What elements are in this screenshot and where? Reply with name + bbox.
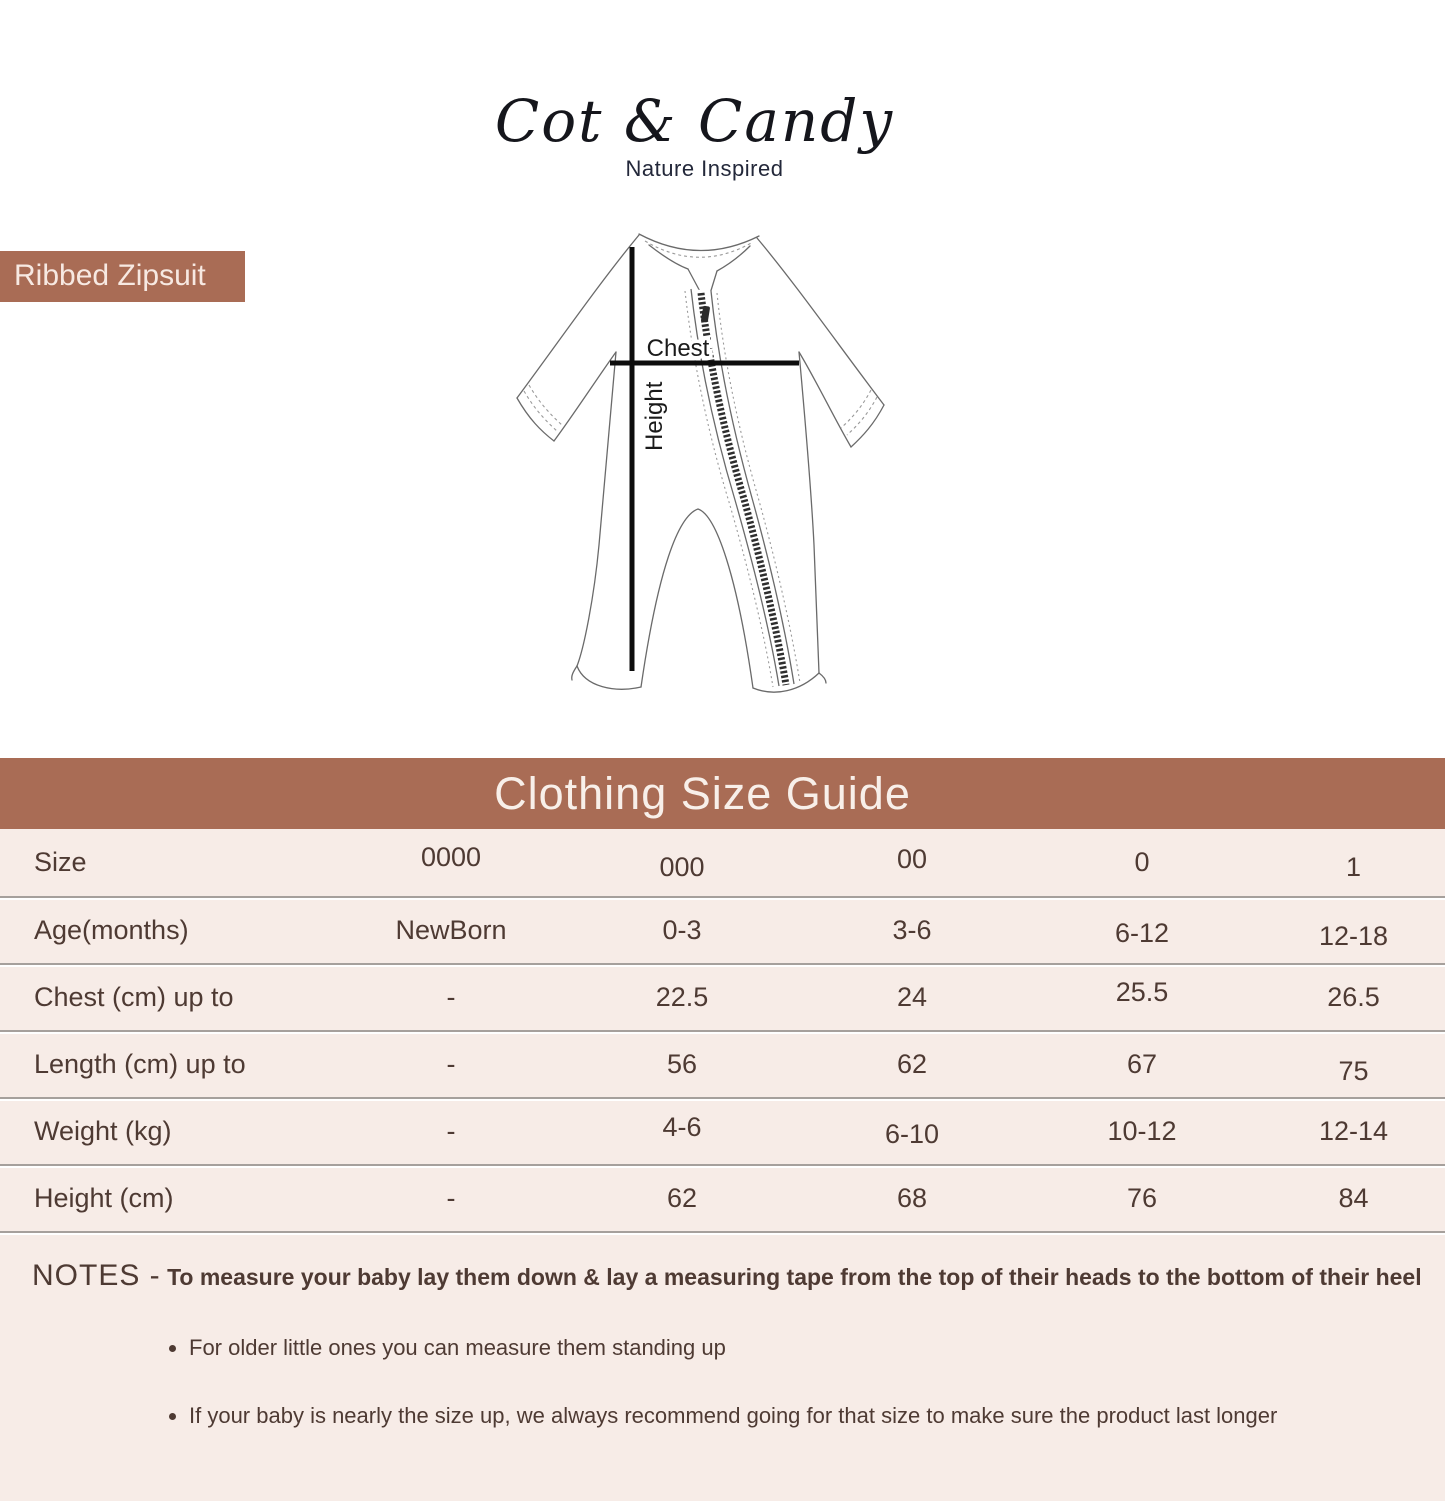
table-cell: 62 [666, 1183, 698, 1213]
notes-section [0, 1231, 1445, 1501]
right-sleeve-cuff [851, 405, 884, 447]
row-label: Age(months) [34, 915, 189, 945]
table-cell: 22.5 [655, 982, 709, 1012]
zipper-stitch-right [717, 293, 800, 683]
row-label: Size [34, 847, 87, 877]
brand-tagline: Nature Inspired [625, 155, 784, 181]
row-label: Chest (cm) up to [34, 982, 234, 1012]
size-guide-title-bar [0, 758, 1445, 829]
table-cell: 25.5 [1115, 977, 1169, 1007]
table-cell: 4-6 [662, 1112, 702, 1142]
table-cell: 6-10 [884, 1119, 940, 1149]
table-cell: NewBorn [395, 915, 507, 945]
table-row-age [0, 896, 1445, 963]
table-cell: 6-12 [1114, 918, 1170, 948]
size-table [0, 829, 1445, 1231]
table-cell: 75 [1338, 1056, 1369, 1086]
brand-header [0, 87, 1417, 182]
right-sleeve-outer [757, 238, 884, 405]
notes-lead: To measure your baby lay them down & lay a measuring tape from the top of their heads to the bottom of their heel [167, 1264, 1422, 1290]
table-cell: 00 [896, 844, 928, 874]
left-sleeve-inner [554, 352, 616, 441]
left-cuff-stitch-1 [524, 391, 558, 432]
table-cell: 76 [1126, 1183, 1158, 1213]
notes-bullet: • If your baby is nearly the size up, we always recommend going for that size to make sure the product last longer [189, 1403, 1425, 1429]
product-badge: Ribbed Zipsuit [0, 251, 245, 302]
table-cell: 3-6 [892, 915, 932, 945]
table-cell: - [446, 1183, 456, 1213]
right-cuff-stitch-2 [841, 390, 871, 428]
table-cell: 26.5 [1327, 982, 1380, 1012]
table-cell: 1 [1345, 852, 1362, 882]
row-label: Length (cm) up to [34, 1049, 246, 1079]
chest-measure-label: Chest [646, 335, 710, 362]
notes-line [32, 1259, 1425, 1293]
table-cell: - [446, 1049, 456, 1079]
table-cell: 0000 [420, 842, 482, 872]
collar-bottom-right [717, 246, 750, 271]
table-cell: 68 [896, 1183, 928, 1213]
table-cell: 0-3 [662, 915, 702, 945]
size-guide-title: Clothing Size Guide [494, 767, 911, 819]
notes-heading: NOTES - [32, 1259, 161, 1292]
garment-diagram [495, 218, 895, 710]
table-cell: 000 [659, 852, 705, 882]
table-cell: - [446, 982, 456, 1012]
table-cell: 12-14 [1318, 1116, 1389, 1146]
collar-top [639, 234, 759, 251]
right-sleeve-inner [799, 352, 851, 447]
table-row-size [0, 829, 1445, 896]
table-cell: 24 [896, 982, 928, 1012]
notes-list [167, 1335, 1425, 1429]
left-sleeve-cuff [517, 398, 554, 441]
left-cuff-curl [572, 666, 577, 680]
table-cell: 56 [666, 1049, 698, 1079]
table-row-chest [0, 963, 1445, 1030]
table-cell: 12-18 [1318, 921, 1389, 951]
crotch-arch [641, 509, 753, 688]
table-cell: 67 [1126, 1049, 1158, 1079]
table-cell: - [446, 1116, 456, 1146]
left-sleeve-outer [517, 235, 639, 398]
notes-bullet: • For older little ones you can measure them standing up [189, 1335, 1425, 1361]
table-row-weight [0, 1097, 1445, 1164]
row-label: Weight (kg) [34, 1116, 172, 1146]
table-cell: 10-12 [1107, 1116, 1177, 1146]
right-cuff-stitch-1 [847, 397, 877, 435]
size-guide-section [0, 758, 1445, 1501]
table-row-height [0, 1164, 1445, 1231]
height-measure-label: Height [641, 381, 668, 451]
brand-logo: Cot & Candy [494, 87, 895, 155]
row-label: Height (cm) [34, 1183, 174, 1213]
zipsuit-illustration [495, 218, 895, 710]
right-cuff-curl [819, 673, 826, 683]
table-row-length [0, 1030, 1445, 1097]
torso-right [799, 352, 819, 673]
table-cell: 0 [1134, 847, 1150, 877]
table-cell: 62 [896, 1049, 928, 1079]
table-cell: 84 [1338, 1183, 1369, 1213]
